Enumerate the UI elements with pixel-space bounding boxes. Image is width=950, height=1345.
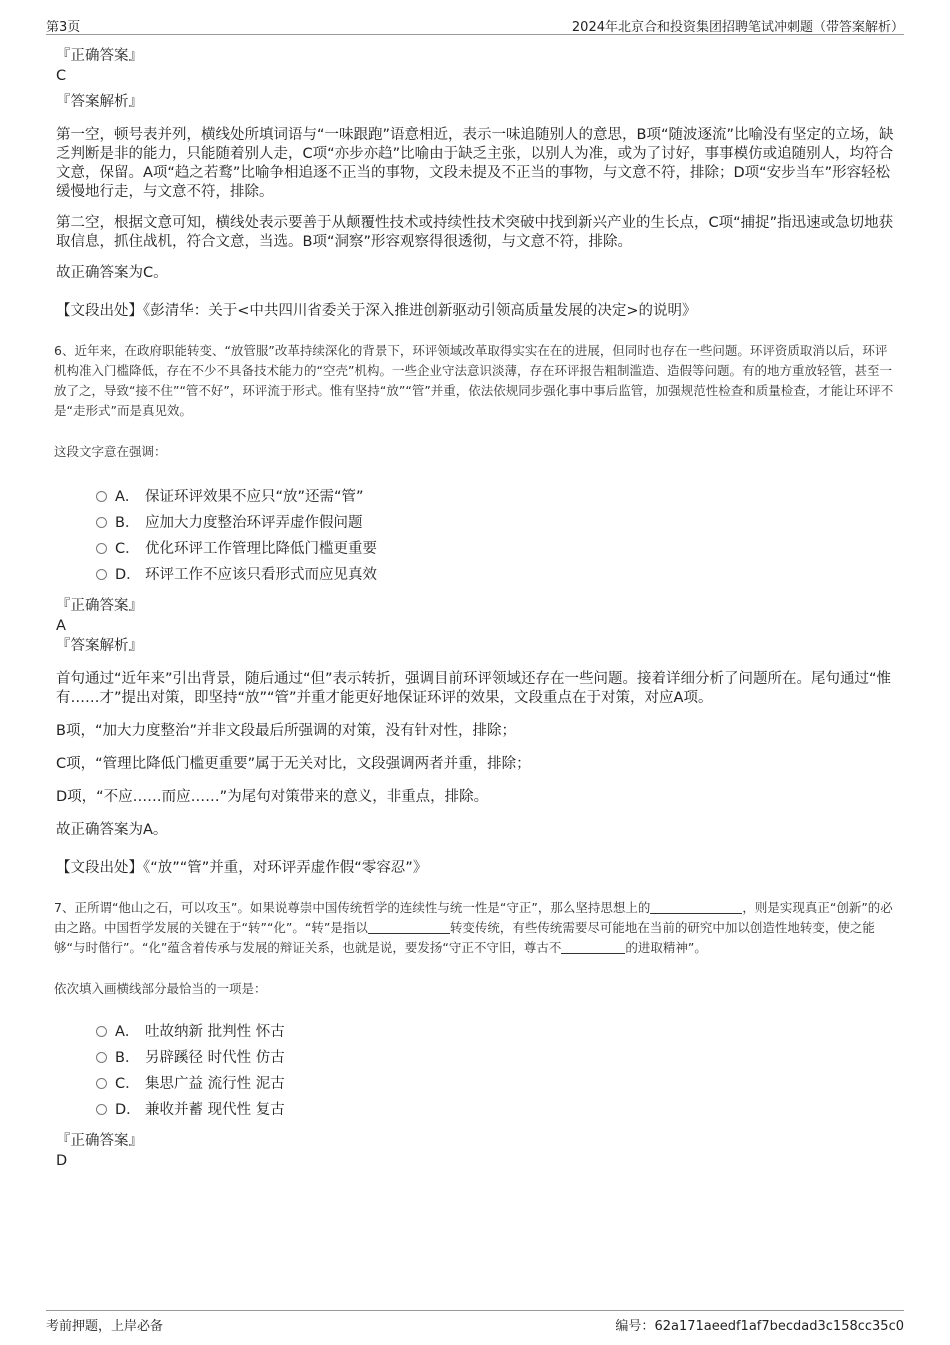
radio-icon[interactable]: [96, 1052, 107, 1063]
analysis-paragraph: 第一空，顿号表并列，横线处所填词语与“一味跟跑”语意相近，表示一味追随别人的意思，B项“随波逐流”比喻没有坚定的立场，缺乏判断是非的能力，只能随着别人走，C项“亦步亦趋”比喻由于缺乏主张，以别人为准，或为了讨好，事事模仿或追随别人，均符合文意，保留。A项“趋之若鹜”比喻争相追逐不正当的事物，文段未提及不正当的事物，与文意不符，排除；D项“安步当车”形容轻松缓慢地行走，与文意不符，排除。: [56, 127, 894, 200]
analysis-paragraph: D项，“不应……而应……”为尾句对策带来的意义，非重点，排除。: [56, 789, 489, 805]
option-a[interactable]: A． 保证环评效果不应只“放”还需“管”: [96, 484, 896, 510]
analysis-conclusion: 故正确答案为C。: [56, 265, 168, 281]
radio-icon[interactable]: [96, 569, 107, 580]
options-list: [96, 1019, 896, 1123]
option-b[interactable]: B． 应加大力度整治环评弄虚作假问题: [96, 510, 896, 536]
page-content: [56, 46, 896, 1177]
source-citation: 【文段出处】《彭清华：关于<中共四川省委关于深入推进创新驱动引领高质量发展的决定>的说明》: [56, 303, 697, 319]
correct-answer-label: 『正确答案』: [56, 598, 143, 614]
fill-blank: [650, 901, 742, 914]
correct-answer-label: 『正确答案』: [56, 48, 143, 64]
question-prompt: 这段文字意在强调：: [54, 444, 167, 459]
option-d[interactable]: D． 环评工作不应该只看形式而应见真效: [96, 562, 896, 588]
radio-icon[interactable]: [96, 491, 107, 502]
correct-answer: C: [56, 68, 67, 84]
analysis-conclusion: 故正确答案为A。: [56, 822, 168, 838]
question-stem: 7、正所谓“他山之石，可以攻玉”。如果说尊崇中国传统哲学的连续性与统一性是“守正”，那么坚持思想上的 ，则是实现真正“创新”的必由之路。中国哲学发展的关键在于“转”“化”。“转”是指以 转变传统，有些传统需要尽可能地在当前的研究中加以创造性地转变，使之能够“与时偕行”。“化”蕴含着传承与发展的辩证关系，也就是说，要发扬“守正不守旧，尊古不 的进取精神”。: [54, 900, 893, 955]
radio-icon[interactable]: [96, 543, 107, 554]
radio-icon[interactable]: [96, 1104, 107, 1115]
footer-slogan: 考前押题，上岸必备: [46, 1319, 164, 1334]
fill-blank: [368, 921, 450, 934]
option-a[interactable]: A． 吐故纳新 批判性 怀古: [96, 1019, 896, 1045]
radio-icon[interactable]: [96, 517, 107, 528]
correct-answer: D: [56, 1153, 68, 1169]
option-b[interactable]: B． 另辟蹊径 时代性 仿古: [96, 1045, 896, 1071]
analysis-label: 『答案解析』: [56, 638, 143, 654]
question-prompt: 依次填入画横线部分最恰当的一项是：: [54, 981, 267, 996]
options-list: [96, 484, 896, 588]
correct-answer: A: [56, 618, 66, 634]
page-number: 第3页: [46, 20, 81, 35]
option-c[interactable]: C． 集思广益 流行性 泥古: [96, 1071, 896, 1097]
option-d[interactable]: D． 兼收并蓄 现代性 复古: [96, 1097, 896, 1123]
analysis-paragraph: C项，“管理比降低门槛更重要”属于无关对比，文段强调两者并重，排除；: [56, 756, 531, 772]
page-footer: [46, 1310, 904, 1334]
analysis-label: 『答案解析』: [56, 94, 143, 110]
question-stem: 6、近年来，在政府职能转变、“放管服”改革持续深化的背景下，环评领域改革取得实实在在的进展，但同时也存在一些问题。环评资质取消以后，环评机构准入门槛降低，存在不少不具备技术能力的“空壳”机构。一些企业守法意识淡薄，存在环评报告粗制滥造、造假等问题。有的地方重放轻管，甚至一放了之，导致“接不住”“管不好”，环评流于形式。惟有坚持“放”“管”并重，依法依规同步强化事中事后监管，加强规范性检查和质量检查，才能让环评不是“走形式”而是真见效。: [54, 343, 894, 418]
source-citation: 【文段出处】《“放”“管”并重，对环评弄虚作假“零容忍”》: [56, 860, 428, 876]
option-c[interactable]: C． 优化环评工作管理比降低门槛更重要: [96, 536, 896, 562]
analysis-paragraph: 第二空，根据文意可知，横线处表示要善于从颠覆性技术或持续性技术突破中找到新兴产业的生长点，C项“捕捉”指迅速或急切地获取信息，抓住战机，符合文意，当选。B项“洞察”形容观察得很透彻，与文意不符，排除。: [56, 215, 894, 250]
page-header: [46, 14, 904, 35]
fill-blank: [561, 941, 625, 954]
radio-icon[interactable]: [96, 1026, 107, 1037]
document-code: 编号：62a171aeedf1af7becdad3c158cc35c0: [615, 1319, 904, 1334]
radio-icon[interactable]: [96, 1078, 107, 1089]
correct-answer-label: 『正确答案』: [56, 1133, 143, 1149]
analysis-paragraph: B项，“加大力度整治”并非文段最后所强调的对策，没有针对性，排除；: [56, 723, 516, 739]
document-title: 2024年北京合和投资集团招聘笔试冲刺题（带答案解析）: [571, 20, 904, 35]
analysis-paragraph: 首句通过“近年来”引出背景，随后通过“但”表示转折，强调目前环评领域还存在一些问题。接着详细分析了问题所在。尾句通过“惟有……才”提出对策，即坚持“放”“管”并重才能更好地保证环评的效果，文段重点在于对策，对应A项。: [56, 671, 892, 706]
